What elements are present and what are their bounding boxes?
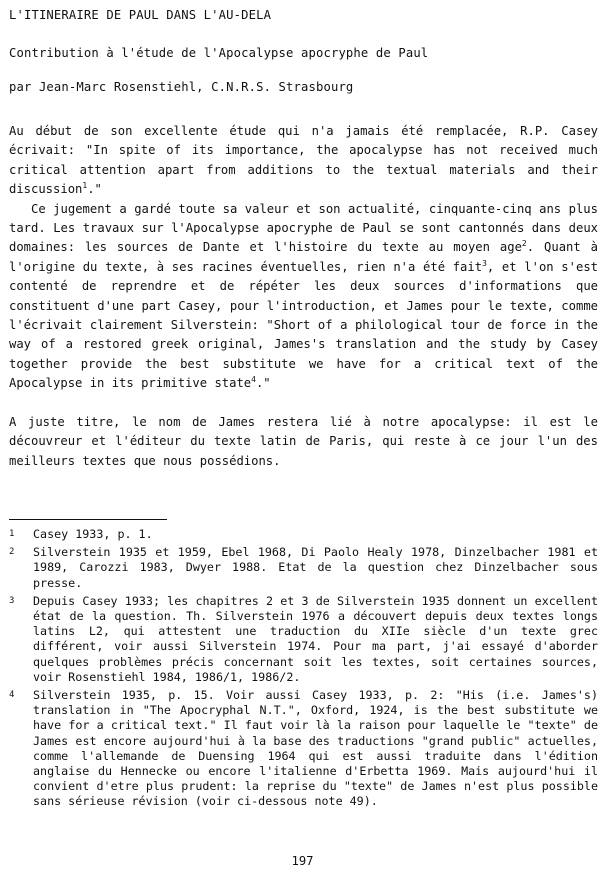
- footnote-text: Depuis Casey 1933; les chapitres 2 et 3 de Silverstein 1935 donnent un excellent état de la question. Th. Silverstein 1976 a découvert depuis deux textes longs latins L2, qui attestent une traduction du XIIe siècle d'un texte grec différent, voir aussi Silverstein 1974. Pour ma part, j'ai essayé d'aborder quelques problèmes précis concernant soit les textes, soit certaines sources, voir Rosenstiehl 1984, 1986/1, 1986/2.: [33, 593, 598, 684]
- footnote-text: Silverstein 1935, p. 15. Voir aussi Casey 1933, p. 2: "His (i.e. James's) translation in "The Apocryphal N.T.", Oxford, 1924, is the best substitute we have for a critical text." Il faut voir là la raison pour laquelle le "texte" de James est encore aujourd'hui à la base des traductions "grand public" actuelles, comme l'allemande de Duensing 1964 qui est aussi traduite dans l'édition anglaise du Hennecke ou encore l'italienne d'Erbetta 1969. Mais aujourd'hui il convient d'etre plus prudent: la reprise du "texte" de James n'est plus possible sans sérieuse révision (voir ci-dessous note 49).: [33, 688, 598, 809]
- page-number: 197: [291, 854, 314, 868]
- footnote-ref-1[interactable]: 1: [82, 181, 88, 191]
- paragraph-3: A juste titre, le nom de James restera lié à notre apocalypse: il est le découvreur et l'éditeur du texte latin de Paris, qui reste à ce jour l'un des meilleurs textes que nous possédions.: [9, 414, 598, 468]
- footnote-text: Silverstein 1935 et 1959, Ebel 1968, Di Paolo Healy 1978, Dinzelbacher 1981 et 1989, Carozzi 1983, Dwyer 1988. Etat de la question chez Dinzelbacher sous presse.: [33, 545, 598, 590]
- footnote-ref-3[interactable]: 3: [482, 258, 487, 268]
- paragraph-2: Ce jugement a gardé toute sa valeur et son actualité, cinquante-cinq ans plus tard. Les travaux sur l'Apocalypse apocryphe de Paul se sont cantonnés dans deux domaines: les sources de Dante et l'histoire du texte au moyen age$^2$. Quant à l'origine du texte, à ses racines éventuelles, rien n'a été fait$^3$, et l'on s'est contenté de reprendre et de répéter les deux sources d'informations que constituent d'une part Casey, pour l'introduction, et James pour le texte, comme l'écrivait clairement Silverstein: "Short of a philological tour de force in the way of a restored greek original, James's translation and the study by Casey together provide the best substitute we have for a critical text of the Apocalypse in its primitive state$^4$.": [9, 201, 598, 391]
- article-author: par Jean-Marc Rosenstiehl, C.N.R.S. Strasbourg: [9, 80, 354, 94]
- footnote-1: [9, 527, 598, 542]
- footnote-ref-2[interactable]: 2: [521, 239, 527, 249]
- footnote-3: [9, 594, 598, 685]
- article-subtitle: Contribution à l'étude de l'Apocalypse apocryphe de Paul: [9, 46, 429, 60]
- footnote-mark: 4: [9, 690, 15, 701]
- footnote-mark: 2: [9, 547, 15, 558]
- footnotes: [9, 527, 598, 813]
- footnote-ref-4[interactable]: 4: [251, 375, 256, 385]
- article-title: L'ITINERAIRE DE PAUL DANS L'AU-DELA: [9, 8, 272, 22]
- footnote-mark: 3: [9, 595, 15, 606]
- footnote-divider: [9, 519, 167, 520]
- main-text: [9, 122, 598, 471]
- footnote-4: [9, 688, 598, 810]
- footnote-mark: 1: [9, 529, 15, 539]
- paragraph-1: Au début de son excellente étude qui n'a jamais été remplacée, R.P. Casey écrivait: "In spite of its importance, the apocalypse has not received much critical attention apart from additions to the textual materials and their discussion$^1$.": [9, 124, 598, 197]
- footnote-2: [9, 545, 598, 591]
- footnote-text: Casey 1933, p. 1.: [33, 527, 153, 541]
